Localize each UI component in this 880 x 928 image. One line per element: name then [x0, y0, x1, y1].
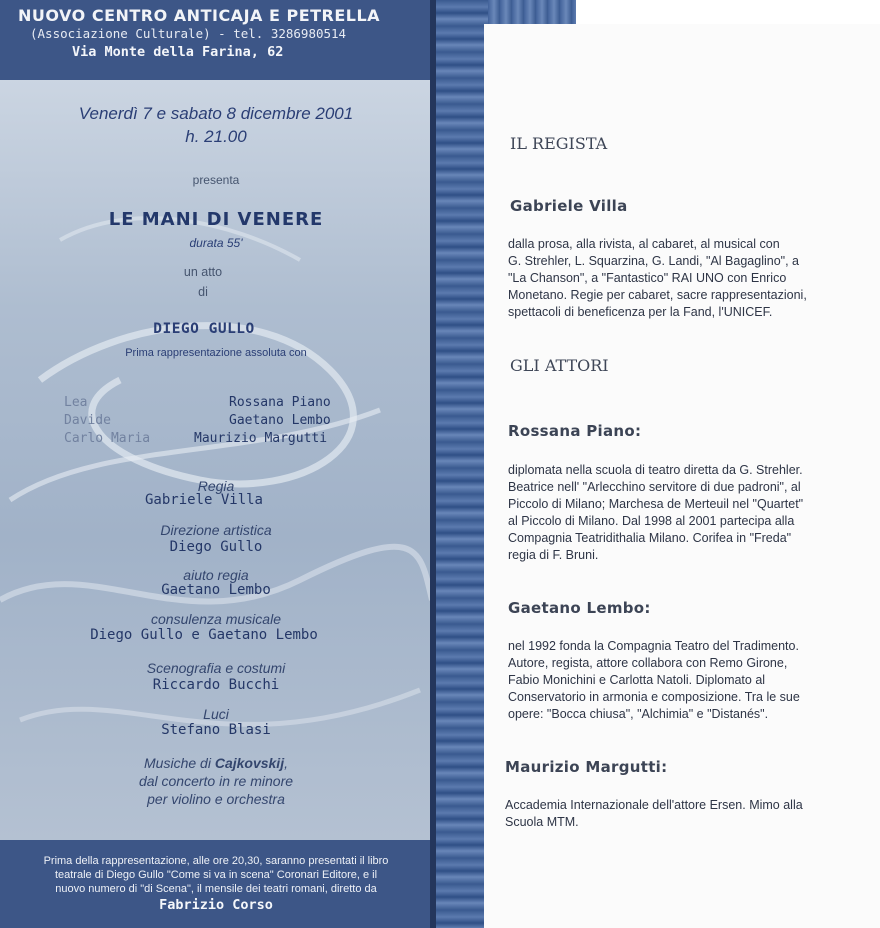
bio-line: Piccolo di Milano; Marchesa de Merteuil nel "Quartet" — [508, 497, 804, 511]
credit-label: consulenza musicale — [151, 611, 281, 627]
bio-line: Compagnia Teatridithalia Milano. Corifea in "Freda" — [508, 531, 792, 545]
music-line-2: dal concerto in re minore — [138, 773, 294, 789]
cast-actor: Gaetano Lembo — [229, 413, 331, 428]
actor-name: Rossana Piano: — [508, 422, 642, 440]
actor-bio — [505, 797, 803, 831]
flyer-right-panel — [484, 24, 880, 928]
attori-heading: GLI ATTORI — [510, 356, 609, 375]
credit-label: Regia — [197, 478, 235, 494]
bio-line: nel 1992 fonda la Compagnia Teatro del Tradimento. — [508, 639, 799, 653]
decorative-band-top — [488, 0, 576, 24]
prima-rappresentazione: Prima rappresentazione assoluta con — [125, 347, 307, 359]
play-duration: durata 55' — [189, 236, 243, 250]
play-author: DIEGO GULLO — [153, 321, 255, 337]
decorative-band — [432, 0, 488, 928]
credit-label: aiuto regia — [183, 567, 249, 583]
credit-value: Gaetano Lembo — [161, 582, 271, 598]
flyer-left-panel — [0, 0, 432, 928]
venue-address: Via Monte della Farina, 62 — [72, 44, 284, 60]
music-prefix: Musiche di — [144, 755, 215, 771]
music-line-1 — [0, 755, 432, 771]
bio-line: G. Strehler, L. Squarzina, G. Landi, "Al Bagaglino", a — [508, 254, 799, 268]
cast-role: Davide — [64, 413, 111, 428]
credit-value: Riccardo Bucchi — [152, 677, 280, 693]
regista-name: Gabriele Villa — [510, 197, 628, 215]
bio-line: Conservatorio in armonia e composizione. Tra le sue — [508, 690, 800, 704]
bio-line: opere: "Bocca chiusa", "Alchimia" e "Distanés". — [508, 707, 769, 721]
cast-actor: Maurizio Margutti — [194, 431, 328, 446]
bio-line: Scuola MTM. — [505, 815, 579, 829]
venue-title: NUOVO CENTRO ANTICAJA E PETRELLA — [18, 6, 381, 25]
music-suffix: , — [284, 755, 288, 771]
bio-line: Beatrice nell' "Arlecchino servitore di due padroni", al — [508, 480, 801, 494]
bio-line: "La Chanson", a "Fantastico" RAI UNO con Enrico — [508, 271, 787, 285]
cast-actor: Rossana Piano — [229, 395, 331, 410]
credit-label: Scenografia e costumi — [146, 660, 286, 676]
credit-label: Luci — [203, 706, 229, 722]
cast-role: Carlo Maria — [64, 431, 151, 446]
bio-line: spettacoli di beneficenza per la Fand, l'UNICEF. — [508, 305, 773, 319]
un-atto-text: un atto — [183, 265, 223, 279]
bio-line: Monetano. Regie per cabaret, sacre rappresentazioni, — [508, 288, 807, 302]
actor-bio — [508, 638, 800, 723]
panel-fold-edge — [430, 0, 436, 928]
credit-value: Diego Gullo — [169, 539, 263, 555]
event-time: h. 21.00 — [185, 127, 247, 146]
credit-value: Stefano Blasi — [161, 722, 271, 738]
footer-line-2: teatrale di Diego Gullo "Come si va in scena" Coronari Editore, e il — [54, 869, 378, 881]
footer-editor: Fabrizio Corso — [159, 897, 273, 913]
bio-line: Fabio Monichini e Carlotta Natoli. Diplomato al — [508, 673, 766, 687]
actor-name: Gaetano Lembo: — [508, 599, 651, 617]
footer-line-1: Prima della rappresentazione, alle ore 20,30, saranno presentati il libro — [43, 855, 389, 867]
bio-line: Autore, regista, attore collabora con Remo Girone, — [508, 656, 788, 670]
bio-line: Accademia Internazionale dell'attore Ersen. Mimo alla — [505, 798, 803, 812]
bio-line: diplomata nella scuola di teatro diretta da G. Strehler. — [508, 463, 803, 477]
footer-line-3: nuovo numero di "di Scena", il mensile dei teatri romani, diretto da — [55, 883, 377, 895]
regista-bio — [508, 236, 807, 321]
bio-line: regia di F. Bruni. — [508, 548, 599, 562]
credit-label: Direzione artistica — [160, 522, 272, 538]
presenta-text: presenta — [192, 173, 240, 187]
bio-line: al Piccolo di Milano. Dal 1998 al 2001 partecipa alla — [508, 514, 795, 528]
actor-name: Maurizio Margutti: — [505, 758, 668, 776]
credit-value: Diego Gullo e Gaetano Lembo — [90, 627, 318, 643]
di-text: di — [198, 285, 208, 299]
event-date: Venerdì 7 e sabato 8 dicembre 2001 — [78, 104, 354, 123]
music-line-3: per violino e orchestra — [147, 791, 285, 807]
actor-bio — [508, 462, 803, 564]
credit-value: Gabriele Villa — [144, 492, 263, 508]
bio-line: dalla prosa, alla rivista, al cabaret, al musical con — [508, 237, 780, 251]
music-composer: Cajkovskij — [214, 755, 285, 771]
regista-heading: IL REGISTA — [510, 134, 608, 153]
cast-role: Lea — [64, 395, 88, 410]
play-title: LE MANI DI VENERE — [108, 209, 324, 230]
venue-association: (Associazione Culturale) - tel. 3286980514 — [30, 26, 347, 41]
